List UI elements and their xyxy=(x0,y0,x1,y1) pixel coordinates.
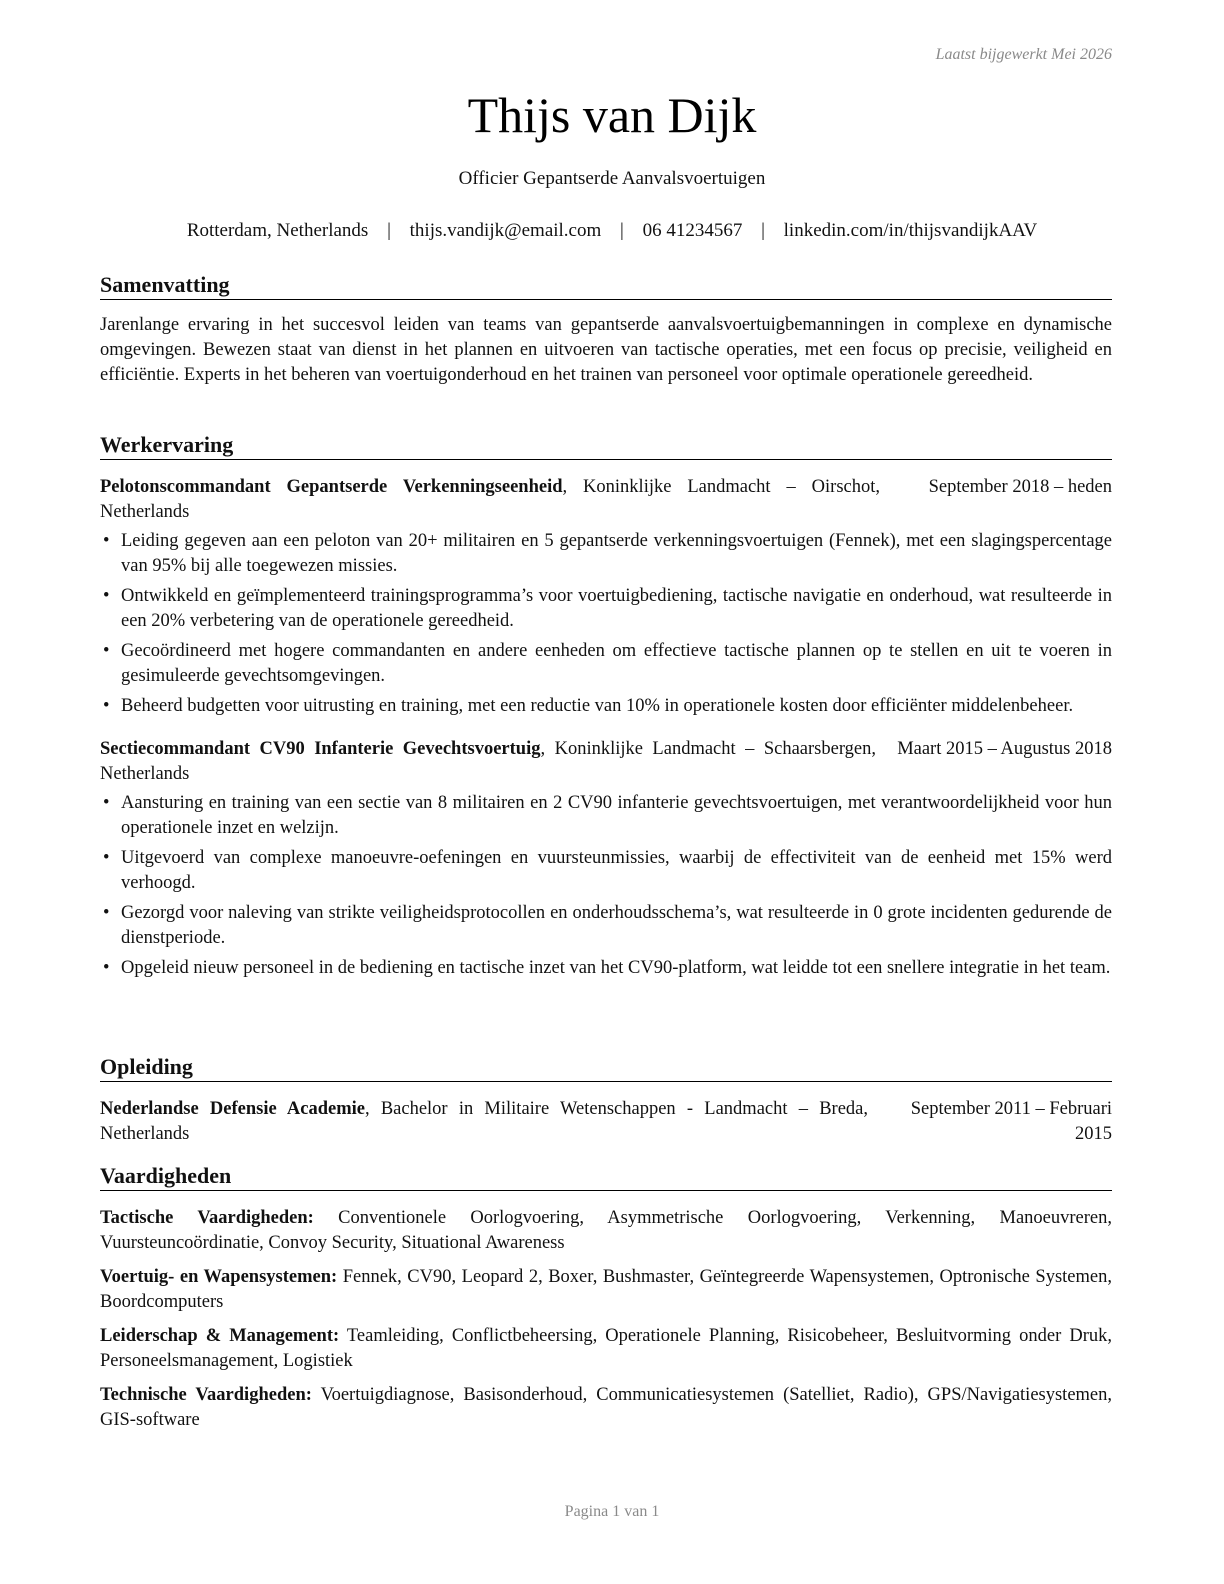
list-item: • Gezorgd voor naleving van strikte veiligheidsprotocollen en onderhoudsschema’s, wat resulteerde in 0 grote incidenten gedurende de dienstperiode. xyxy=(100,901,1112,951)
skill-label: Technische Vaardigheden: xyxy=(100,1385,312,1405)
contact-separator: | xyxy=(620,220,624,241)
job-organization: , Koninklijke Landmacht – Oirschot, Netherlands xyxy=(100,477,880,522)
skill-text: Fennek, CV90, Leopard 2, Boxer, Bushmaster, Geïntegreerde Wapensystemen, Optronische Systemen, Boordcomputers xyxy=(100,1267,1112,1312)
skill-label: Leiderschap & Management: xyxy=(100,1326,340,1346)
job-role: Pelotonscommandant Gepantserde Verkenningseenheid xyxy=(100,477,563,497)
job-dates: September 2018 – heden xyxy=(928,477,1112,497)
education-section xyxy=(100,1054,1112,1147)
education-school: Nederlandse Defensie Academie xyxy=(100,1099,365,1119)
job-bullets xyxy=(100,791,1112,981)
section-heading-summary: Samenvatting xyxy=(100,272,1112,300)
summary-text: Jarenlange ervaring in het succesvol leiden van teams van gepantserde aanvalsvoertuigbemanningen in complexe en dynamische omgevingen. Bewezen staat van dienst in het plannen en uitvoeren van tactische operaties, met een focus op precisie, veiligheid en efficiëntie. Experts in het beheren van voertuigonderhoud en het trainen van personeel voor optimale operationele gereedheid. xyxy=(100,315,1112,385)
contact-email[interactable]: thijs.vandijk@email.com xyxy=(409,220,602,241)
skill-group xyxy=(100,1265,1112,1315)
contact-location: Rotterdam, Netherlands xyxy=(186,220,369,241)
job-header xyxy=(100,475,1112,525)
contact-line xyxy=(0,220,1224,242)
job-organization: , Koninklijke Landmacht – Schaarsbergen, Netherlands xyxy=(100,739,876,784)
job-role: Sectiecommandant CV90 Infanterie Gevechtsvoertuig xyxy=(100,739,541,759)
contact-phone: 06 41234567 xyxy=(642,220,743,241)
list-item: • Ontwikkeld en geïmplementeerd trainingsprogramma’s voor voertuigbediening, tactische navigatie en onderhoud, wat resulteerde in een 20% verbetering van de operationele gereedheid. xyxy=(100,584,1112,634)
list-item: • Opgeleid nieuw personeel in de bediening en tactische inzet van het CV90-platform, wat leidde tot een snellere integratie in het team. xyxy=(100,956,1112,981)
section-heading-skills: Vaardigheden xyxy=(100,1163,1112,1191)
page-number: Pagina 1 van 1 xyxy=(564,1503,660,1520)
job-dates: Maart 2015 – Augustus 2018 xyxy=(897,739,1112,759)
contact-linkedin[interactable]: linkedin.com/in/thijsvandijkAAV xyxy=(783,220,1038,241)
education-degree: , Bachelor in Militaire Wetenschappen - Landmacht – Breda, Netherlands xyxy=(100,1099,869,1144)
list-item: • Aansturing en training van een sectie van 8 militairen en 2 CV90 infanterie gevechtsvoertuigen, met verantwoordelijkheid voor hun operationele inzet en welzijn. xyxy=(100,791,1112,841)
contact-separator: | xyxy=(761,220,765,241)
skills-section xyxy=(100,1163,1112,1442)
contact-separator: | xyxy=(387,220,391,241)
education-dates: September 2011 – Februari 2015 xyxy=(910,1099,1112,1144)
job-entry xyxy=(100,475,1112,719)
section-heading-experience: Werkervaring xyxy=(100,432,1112,460)
education-entry xyxy=(100,1097,1112,1147)
skill-group xyxy=(100,1206,1112,1256)
skill-text: Teamleiding, Conflictbeheersing, Operationele Planning, Risicobeheer, Besluitvorming onder Druk, Personeelsmanagement, Logistiek xyxy=(100,1326,1112,1371)
skill-text: Conventionele Oorlogvoering, Asymmetrische Oorlogvoering, Verkenning, Manoeuvreren, Vuursteuncoördinatie, Convoy Security, Situational Awareness xyxy=(100,1208,1112,1253)
skill-label: Voertuig- en Wapensystemen: xyxy=(100,1267,338,1287)
section-heading-education: Opleiding xyxy=(100,1054,1112,1082)
list-item: • Beheerd budgetten voor uitrusting en training, met een reductie van 10% in operationele kosten door efficiënter middelenbeheer. xyxy=(100,694,1112,719)
skill-text: Voertuigdiagnose, Basisonderhoud, Communicatiesystemen (Satelliet, Radio), GPS/Navigatiesystemen, GIS-software xyxy=(100,1385,1113,1430)
job-header xyxy=(100,737,1112,787)
skill-group xyxy=(100,1383,1112,1433)
skill-label: Tactische Vaardigheden: xyxy=(100,1208,314,1228)
experience-section xyxy=(100,432,1112,986)
list-item: • Uitgevoerd van complexe manoeuvre-oefeningen en vuursteunmissies, waarbij de effectiviteit van de eenheid met 15% werd verhoogd. xyxy=(100,846,1112,896)
list-item: • Gecoördineerd met hogere commandanten en andere eenheden om effectieve tactische plannen op te stellen en uit te voeren in gesimuleerde gevechtsomgevingen. xyxy=(100,639,1112,689)
skill-group xyxy=(100,1324,1112,1374)
candidate-name: Thijs van Dijk xyxy=(467,87,757,143)
candidate-title: Officier Gepantserde Aanvalsvoertuigen xyxy=(458,168,766,189)
list-item: • Leiding gegeven aan een peloton van 20+ militairen en 5 gepantserde verkenningsvoertuigen (Fennek), met een slagingspercentage van 95% bij alle toegewezen missies. xyxy=(100,529,1112,579)
job-bullets xyxy=(100,529,1112,719)
summary-section xyxy=(100,272,1112,388)
last-updated: Laatst bijgewerkt Mei 2026 xyxy=(935,46,1112,63)
job-entry xyxy=(100,737,1112,981)
